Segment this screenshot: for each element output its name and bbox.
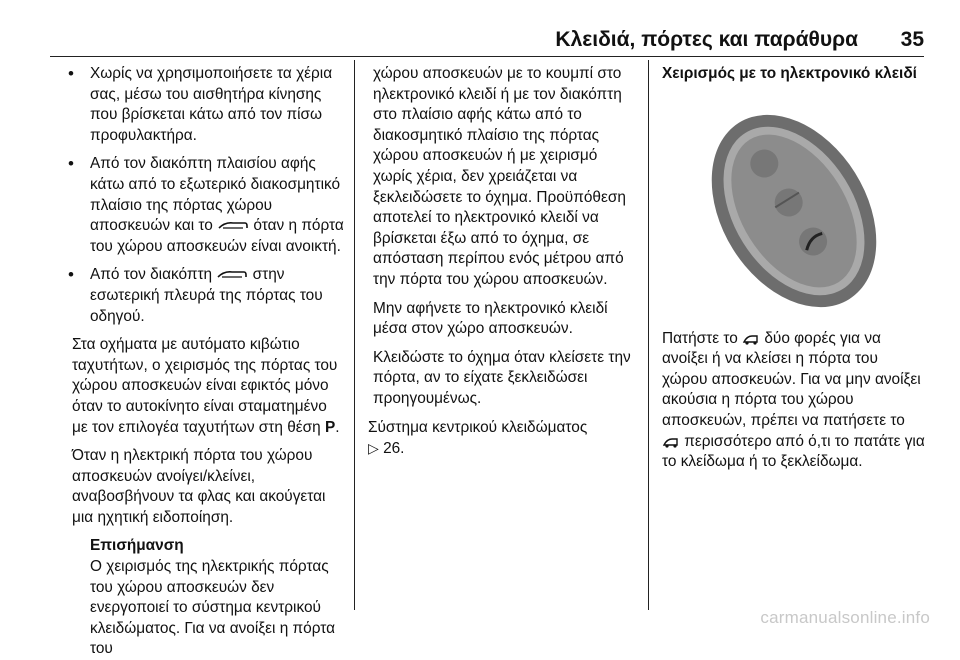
tailgate-button-icon — [742, 332, 760, 346]
column-divider-2 — [648, 60, 649, 610]
list-item — [72, 265, 344, 327]
reference-text: Σύστημα κεντρικού κλειδώματος — [368, 418, 588, 436]
reference-page: 26. — [383, 440, 405, 458]
paragraph-text: δύο φορές για να ανοίξει ή να κλείσει η πόρτα του χώρου αποσκευών. Για να μην ανοίξει ακούσια η πόρτα του χώρου αποσκευών, πρέπει να πατήσετε το — [662, 329, 921, 429]
paragraph: Κλειδώστε το όχημα όταν κλείσετε την πόρτα, αν το είχατε ξεκλειδώσει προηγουμένως. — [373, 348, 631, 407]
section-heading: Χειρισμός με το ηλεκτρονικό κλειδί — [662, 65, 917, 82]
list-item — [72, 154, 344, 257]
column-2 — [368, 64, 638, 468]
electronic-key-illustration — [662, 93, 926, 317]
paragraph: Μην αφήνετε το ηλεκτρονικό κλειδί μέσα στον χώρο αποσκευών. — [373, 299, 608, 338]
paragraph-text: Στα οχήματα με αυτόματο κιβώτιο ταχυτήτων, ο χειρισμός της πόρτας του χώρου αποσκευών είναι εφικτός μόνο όταν το αυτοκίνητο είναι σταματημένο με τον επιλογέα ταχυτήτων στη θέση — [72, 336, 338, 436]
trunk-icon — [217, 219, 249, 233]
gear-position: P — [324, 418, 336, 436]
column-3 — [662, 64, 927, 481]
bullet-text: Από τον διακόπτη — [90, 266, 213, 284]
bullet-text: στην εσωτερική πλευρά της πόρτας του οδηγού. — [90, 266, 323, 325]
trunk-icon — [216, 268, 248, 282]
watermark: carmanualsonline.info — [760, 608, 930, 627]
note-box — [72, 536, 344, 660]
note-title: Επισήμανση — [90, 537, 184, 555]
bullet-text: Χωρίς να χρησιμοποιήσετε τα χέρια σας, μέσω του αισθητήρα κίνησης που βρίσκεται κάτω από τον πίσω προφυλακτήρα. — [90, 65, 333, 144]
page-title: Κλειδιά, πόρτες και παράθυρα — [555, 28, 858, 51]
paragraph: Όταν η ηλεκτρική πόρτα του χώρου αποσκευών ανοίγει/κλείνει, αναβοσβήνουν τα φλας και ακούγεται μια ηχητική ειδοποίηση. — [72, 447, 326, 526]
column-1 — [72, 64, 344, 660]
paragraph-text: περισσότερο από ό,τι το πατάτε για το κλείδωμα ή το ξεκλείδωμα. — [662, 432, 925, 471]
list-item — [72, 64, 344, 146]
note-text: Ο χειρισμός της ηλεκτρικής πόρτας του χώρου αποσκευών δεν ενεργοποιεί το σύστημα κεντρικού κλειδώματος. Για να ανοίξει η πόρτα του — [90, 558, 336, 658]
paragraph — [662, 329, 927, 473]
cross-reference-icon: ▷ — [368, 440, 379, 457]
paragraph: Στα οχήματα με αυτόματο κιβώτιο ταχυτήτων, ο χειρισμός της πόρτας του χώρου αποσκευών είναι εφικτός μόνο όταν το αυτοκίνητο είναι σταματημένο με τον επιλογέα ταχυτήτων στη θέση P. — [72, 336, 340, 436]
tailgate-button-icon — [662, 435, 680, 449]
cross-reference — [368, 418, 638, 460]
page-number: 35 — [900, 28, 924, 51]
page-header — [0, 22, 960, 52]
paragraph: χώρου αποσκευών με το κουμπί στο ηλεκτρονικό κλειδί ή με τον διακόπτη στο πλαίσιο αφής κάτω από το διακοσμητικό πλαίσιο της πόρτας χώρου αποσκευών ή με χειρισμό χωρίς χέρια, δεν χρειάζεται να ξεκλειδώσετε το όχημα. Προϋπόθεση αποτελεί το ηλεκτρονικό κλειδί να βρίσκεται έξω από το όχημα, σε απόσταση περίπου ενός μέτρου από την πόρτα του χώρου αποσκευών. — [373, 65, 626, 288]
bullet-text: Από τον διακόπτη πλαισίου αφής κάτω από το εξωτερικό διακοσμητικό πλαίσιο της πόρτας χώρου αποσκευών και το — [90, 155, 341, 235]
column-divider-1 — [354, 60, 355, 610]
bullet-text: όταν η πόρτα του χώρου αποσκευών είναι ανοικτή. — [90, 217, 344, 255]
paragraph-text: Πατήστε το — [662, 329, 738, 347]
header-divider — [50, 56, 924, 57]
